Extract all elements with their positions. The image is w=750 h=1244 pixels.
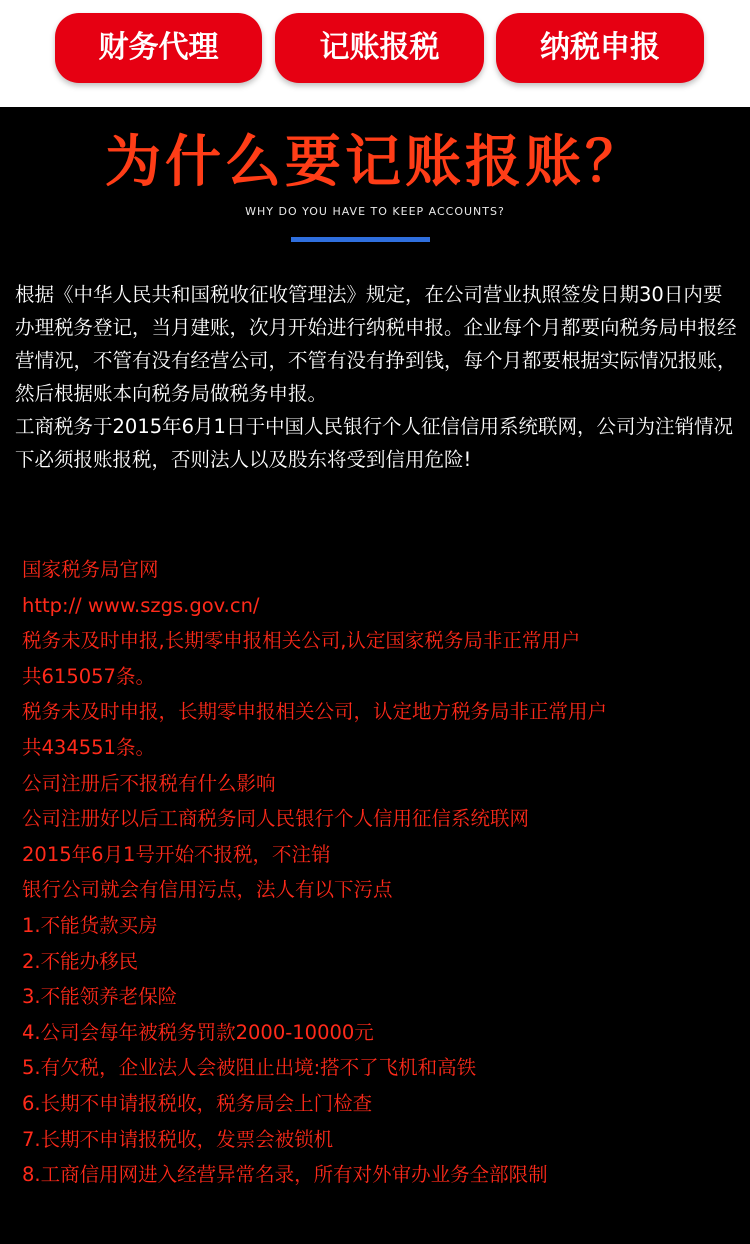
- list-item: 税务未及时申报，长期零申报相关公司，认定地方税务局非正常用户: [22, 700, 608, 724]
- list-item: 公司注册好以后工商税务同人民银行个人信用征信系统联网: [22, 807, 530, 831]
- list-item: 7.长期不申请报税收，发票会被锁机: [22, 1127, 334, 1151]
- section-title: 为什么要记账报账？: [105, 130, 645, 195]
- intro-text: [15, 278, 737, 476]
- section-subtitle: WHY DO YOU HAVE TO KEEP ACCOUNTS?: [245, 205, 505, 218]
- intro-paragraph: 根据《中华人民共和国税收征收管理法》规定，在公司营业执照签发日期30日内要办理税务登记，当月建账，次月开始进行纳税申报。企业每个月都要向税务局申报经营情况，不管有没有经营公司，不管有没有挣到钱，每个月都要根据实际情况报账，然后根据账本向税务局做税务申报。: [15, 283, 737, 405]
- intro-paragraph: 工商税务于2015年6月1日于中国人民银行个人征信信用系统联网，公司为注销情况下必须报账报税，否则法人以及股东将受到信用危险!: [15, 415, 733, 471]
- list-item: 3.不能领养老保险: [22, 985, 178, 1009]
- list-item: 5.有欠税，企业法人会被阻止出境:搭不了飞机和高铁: [22, 1056, 477, 1080]
- list-item: 8.工商信用网进入经营异常名录，所有对外审办业务全部限制: [22, 1163, 548, 1187]
- list-item: 银行公司就会有信用污点，法人有以下污点: [22, 878, 393, 902]
- consequence-list: [22, 552, 740, 1193]
- list-item: 国家税务局官网: [22, 558, 159, 581]
- list-item: 2015年6月1号开始不报税，不注销: [22, 842, 331, 866]
- list-item: http:// www.szgs.gov.cn/: [22, 593, 260, 617]
- finance-agency-button[interactable]: 财务代理: [55, 13, 262, 83]
- list-item: 1.不能货款买房: [22, 913, 158, 937]
- service-nav: [0, 0, 750, 107]
- bookkeeping-tax-button[interactable]: 记账报税: [275, 13, 484, 83]
- list-item: 共615057条。: [22, 664, 155, 688]
- list-item: 6.长期不申请报税收，税务局会上门检查: [22, 1091, 373, 1115]
- list-item: 税务未及时申报,长期零申报相关公司,认定国家税务局非正常用户: [22, 629, 581, 653]
- list-item: 公司注册后不报税有什么影响: [22, 771, 276, 795]
- list-item: 4.公司会每年被税务罚款2000-10000元: [22, 1020, 374, 1044]
- list-item: 2.不能办移民: [22, 949, 139, 973]
- title-underline: [291, 237, 430, 242]
- tax-declaration-button[interactable]: 纳税申报: [496, 13, 704, 83]
- list-item: 共434551条。: [22, 735, 155, 759]
